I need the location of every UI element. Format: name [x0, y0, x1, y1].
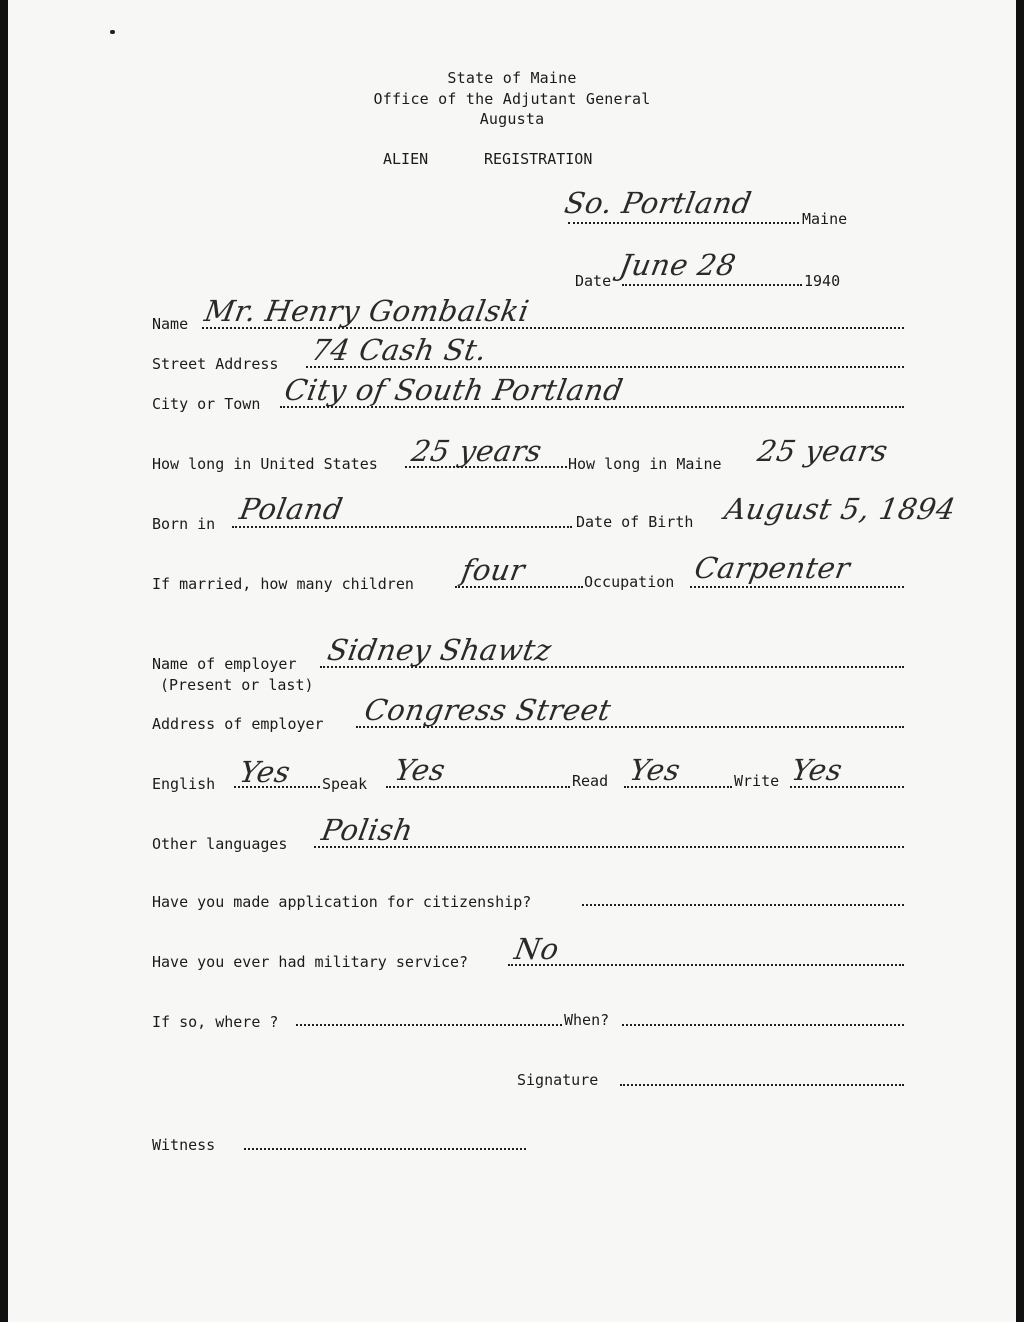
dob-label: Date of Birth	[576, 513, 694, 531]
city-value: City of South Portland	[282, 373, 626, 407]
where-dots	[296, 1024, 562, 1030]
scan-speck	[110, 30, 115, 34]
witness-dots	[244, 1148, 526, 1154]
where-label: If so, where ?	[152, 1013, 279, 1031]
city-dots	[280, 406, 904, 412]
title-registration: REGISTRATION	[484, 150, 593, 168]
citizenship-dots	[582, 904, 904, 910]
maine-years-value: 25 years	[755, 434, 891, 468]
header-state: State of Maine	[447, 69, 577, 87]
scan-edge-left	[0, 0, 8, 1322]
children-value: four	[459, 553, 528, 587]
header-city: Augusta	[479, 110, 545, 128]
street-label: Street Address	[152, 355, 279, 373]
read-value: Yes	[627, 753, 684, 787]
name-dots	[202, 327, 904, 333]
employer-value: Sidney Shawtz	[325, 633, 555, 667]
children-dots	[455, 586, 583, 592]
us-years-value: 25 years	[409, 434, 545, 468]
place-suffix: Maine	[802, 210, 848, 228]
employer-address-value: Congress Street	[362, 693, 614, 727]
employer-dots	[320, 666, 904, 672]
date-value: June 28	[617, 248, 739, 282]
place-value: So. Portland	[562, 186, 755, 220]
when-label: When?	[564, 1011, 610, 1029]
scan-edge-right	[1016, 0, 1024, 1322]
employer-sublabel: (Present or last)	[160, 676, 314, 694]
when-dots	[622, 1024, 904, 1030]
employer-label: Name of employer	[152, 655, 297, 673]
name-label: Name	[152, 315, 189, 333]
military-value: No	[512, 932, 562, 966]
speak-dots	[386, 786, 570, 792]
other-languages-value: Polish	[319, 813, 416, 847]
other-languages-dots	[314, 846, 904, 852]
witness-label: Witness	[152, 1136, 216, 1154]
english-dots	[234, 786, 320, 792]
write-value: Yes	[789, 753, 846, 787]
born-label: Born in	[152, 515, 216, 533]
write-dots	[790, 786, 904, 792]
write-label: Write	[734, 772, 780, 790]
read-dots	[624, 786, 732, 792]
date-label: Date	[575, 272, 612, 290]
date-year: 1940	[804, 272, 841, 290]
maine-years-label: How long in Maine	[568, 455, 722, 473]
date-dots	[622, 284, 802, 290]
city-label: City or Town	[152, 395, 261, 413]
speak-value: Yes	[392, 753, 449, 787]
born-value: Poland	[237, 492, 346, 526]
signature-label: Signature	[517, 1071, 599, 1089]
occupation-label: Occupation	[584, 573, 675, 591]
signature-dots	[620, 1084, 904, 1090]
children-label: If married, how many children	[152, 575, 414, 593]
employer-address-label: Address of employer	[152, 715, 324, 733]
occupation-dots	[690, 586, 904, 592]
read-label: Read	[572, 772, 609, 790]
street-dots	[306, 366, 904, 372]
employer-address-dots	[356, 726, 904, 732]
occupation-value: Carpenter	[692, 551, 853, 585]
born-dots	[232, 526, 572, 532]
military-label: Have you ever had military service?	[152, 953, 469, 971]
street-value: 74 Cash St.	[309, 333, 490, 367]
place-dots	[568, 222, 799, 228]
other-languages-label: Other languages	[152, 835, 288, 853]
us-years-dots	[405, 466, 567, 472]
header-office: Office of the Adjutant General	[373, 90, 651, 108]
title-alien: ALIEN	[383, 150, 429, 168]
name-value: Mr. Henry Gombalski	[202, 294, 532, 328]
speak-label: Speak	[322, 775, 368, 793]
us-years-label: How long in United States	[152, 455, 378, 473]
dob-value: August 5, 1894	[722, 492, 959, 526]
citizenship-label: Have you made application for citizenship?	[152, 893, 532, 911]
english-value: Yes	[237, 755, 294, 789]
english-label: English	[152, 775, 216, 793]
military-dots	[508, 964, 904, 970]
